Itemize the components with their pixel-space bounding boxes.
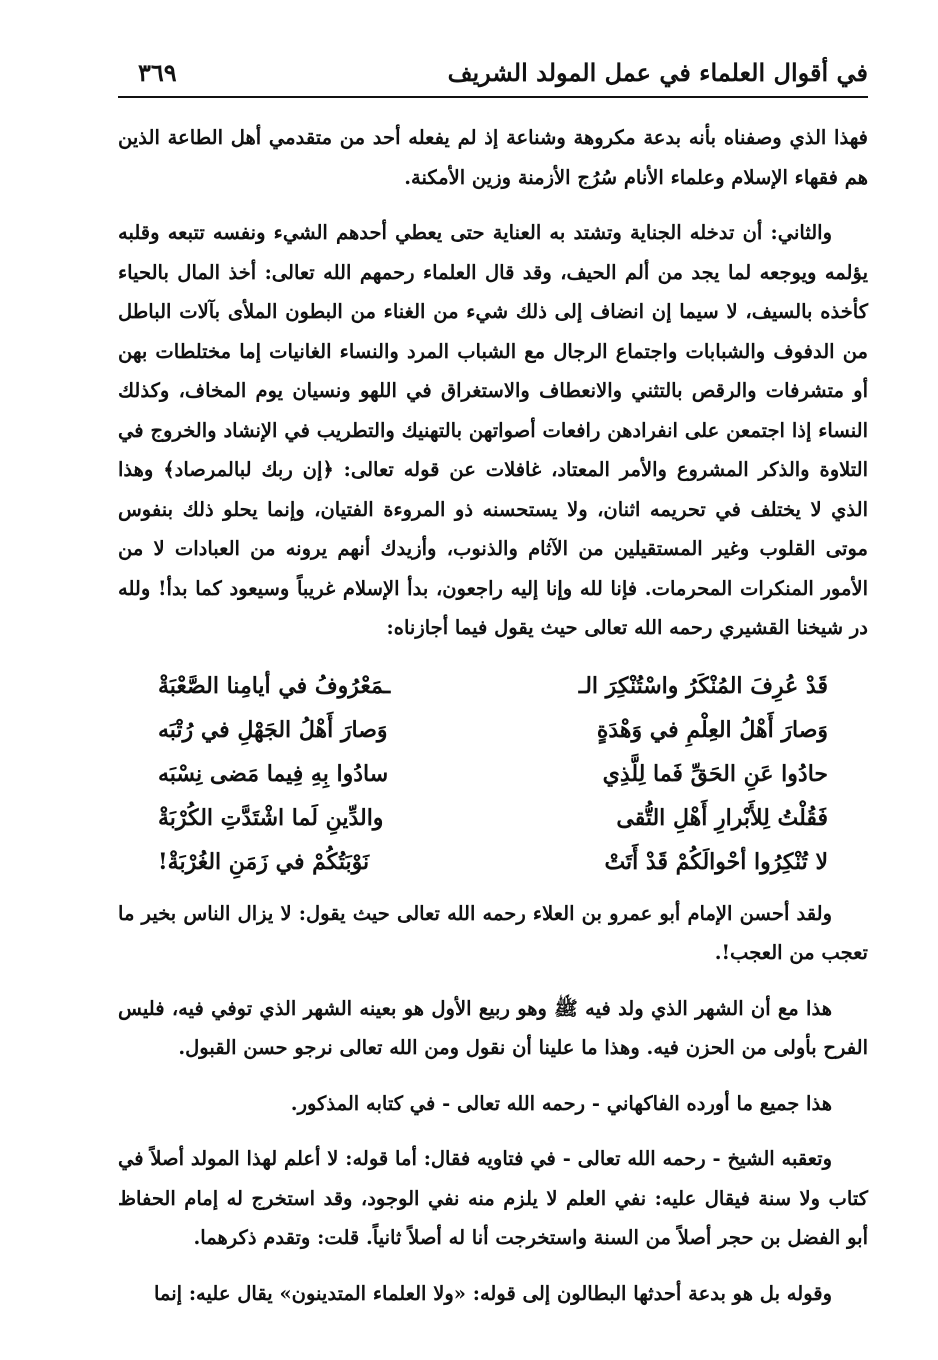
verse-first-hemistich: فَقُلْتُ لِلأَبْرارِ أَهْلِ التُّقى [616,804,828,831]
running-header [118,52,868,98]
poem-verse [158,796,828,840]
verse-first-hemistich: لا تُنْكِرُوا أحْوالَكُمْ قَدْ أَتَتْ [604,848,828,875]
poem-verse [158,840,828,884]
verse-first-hemistich: حادُوا عَنِ الحَقِّ فَما لِلَّذِي [602,760,828,787]
verse-second-hemistich: والدِّينِ لَما اشْتَدَّتِ الكُرْبَةْ [158,804,384,831]
verse-first-hemistich: قَدْ عُرِفَ المُنْكَرُ واسْتُنْكِرَ الـ [578,672,828,699]
verse-second-hemistich: نَوْبَتُكُمْ في زَمَنِ الغُرْبَةْ! [158,848,370,875]
paragraph-7: وقوله بل هو بدعة أحدثها البطالون إلى قوله: «ولا العلماء المتدينون» يقال عليه: إنما [153,1281,832,1305]
poem-verse [158,752,828,796]
page-number: ٣٦٩ [138,58,177,87]
header-title: في أقوال العلماء في عمل المولد الشريف [447,58,868,87]
book-page [118,52,868,1352]
paragraph-4: هذا مع أن الشهر الذي ولد فيه ﷺ وهو ربيع الأول هو بعينه الشهر الذي توفي فيه، فليس الفرح بأولى من الحزن فيه. وهذا ما علينا أن نقول ومن الله تعالى نرجو حسن القبول. [118,996,868,1059]
verse-second-hemistich: ـمَعْرُوفُ في أيامِنا الصَّعْبَةْ [158,672,391,699]
paragraph-1: فهذا الذي وصفناه بأنه بدعة مكروهة وشناعة إذ لم يفعله أحد من متقدمي أهل الطاعة الذين هم فقهاء الإسلام وعلماء الأنام سُرُج الأزمنة وزين الأمكنة. [118,126,868,189]
poem-verse [158,708,828,752]
verse-first-hemistich: وَصارَ أَهْلُ العِلْمِ في وَهْدَةٍ [596,716,828,743]
poem-verse [158,664,828,708]
poem [158,664,828,884]
verse-second-hemistich: سادُوا بِهِ فِيما مَضى نِسْبَه [158,760,389,787]
paragraph-3: ولقد أحسن الإمام أبو عمرو بن العلاء رحمه الله تعالى حيث يقول: لا يزال الناس بخير ما تعجب من العجب!. [118,901,868,964]
paragraph-6: وتعقبه الشيخ - رحمه الله تعالى - في فتاويه فقال: أما قوله: لا أعلم لهذا المولد أصلاً في كتاب ولا سنة فيقال عليه: نفي العلم لا يلزم منه نفي الوجود، وقد استخرج له إمام الحفاظ أبو الفضل بن حجر أصلاً من السنة واستخرجت أنا له أصلاً ثانياً. قلت: وتقدم ذكرهما. [118,1147,868,1249]
verse-second-hemistich: وَصارَ أَهْلُ الجَهْلِ في رُتْبَه [158,716,388,743]
paragraph-2: والثاني: أن تدخله الجناية وتشتد به العناية حتى يعطي أحدهم الشيء ونفسه تتبعه وقلبه يؤلمه ويوجعه لما يجد من ألم الحيف، وقد قال العلماء رحمهم الله تعالى: أخذ المال بالحياء كأخذه بالسيف، لا سيما إن انضاف إلى ذلك شيء من الغناء من البطون الملأى بآلات الباطل من الدفوف والشبابات واجتماع الرجال مع الشباب المرد والنساء الغانيات إما مختلطات بهن أو متشرفات والرقص بالتثني والانعطاف والاستغراق في اللهو ونسيان يوم المخاف، وكذلك النساء إذا اجتمعن على انفرادهن رافعات أصواتهن بالتهنيك والتطريب في الإنشاد والخروج في التلاوة والذكر المشروع والأمر المعتاد، غافلات عن قوله تعالى: ﴿إن ربك لبالمرصاد﴾ وهذا الذي لا يختلف في تحريمه اثنان، ولا يستحسنه ذو المروءة الفتيان، وإنما يحلو ذلك بنفوس موتى القلوب وغير المستقيلين من الآثام والذنوب، وأزيدك أنهم يرونه من العبادات لا من الأمور المنكرات المحرمات. فإنا لله وإنا إليه راجعون، بدأ الإسلام غريباً وسيعود كما بدأ! ولله در شيخنا القشيري رحمه الله تعالى حيث يقول فيما أجازناه: [118,221,868,639]
paragraph-5: هذا جميع ما أورده الفاكهاني - رحمه الله تعالى - في كتابه المذكور. [290,1091,832,1115]
